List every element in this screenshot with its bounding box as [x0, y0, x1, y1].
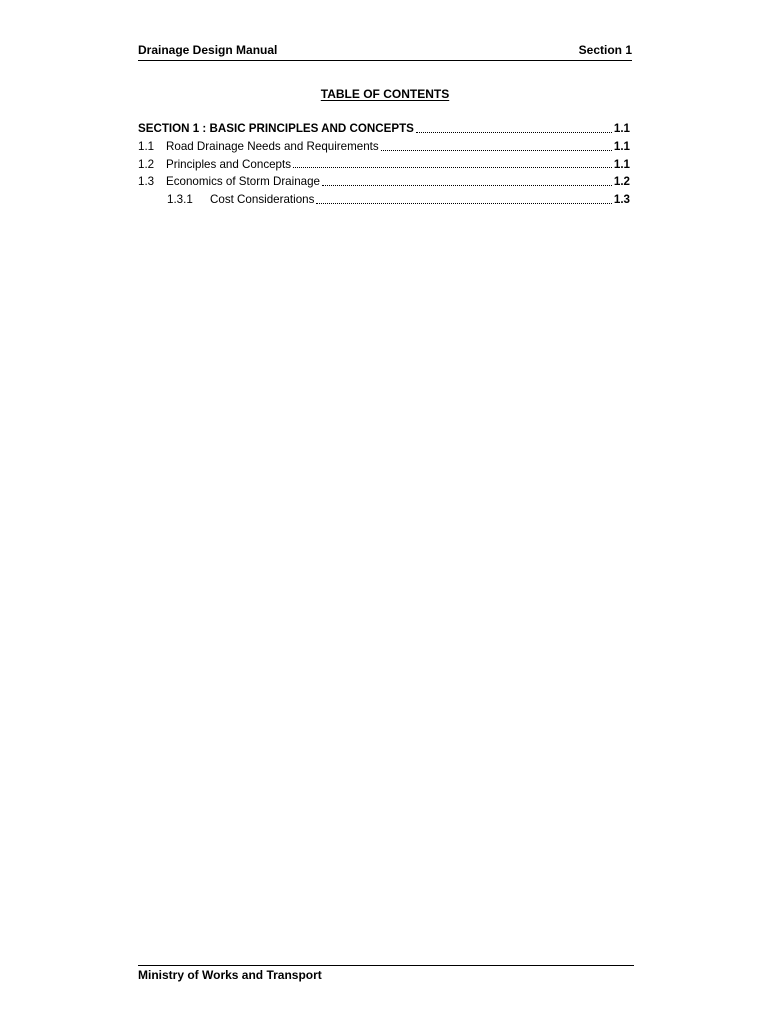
toc-dot-leader — [293, 163, 612, 168]
header-document-title: Drainage Design Manual — [138, 43, 278, 57]
toc-entry-1-3[interactable] — [138, 173, 630, 191]
header-section-label: Section 1 — [578, 43, 632, 57]
toc-entry-page: 1.1 — [613, 157, 630, 171]
toc-entry-page: 1.1 — [613, 139, 630, 153]
toc-entry-title: Economics of Storm Drainage — [166, 175, 321, 189]
toc-entry-1-2[interactable] — [138, 156, 630, 174]
toc-entry-number: 1.3 — [138, 175, 155, 189]
toc-list — [138, 120, 630, 209]
toc-heading — [138, 86, 632, 102]
page-footer — [138, 965, 634, 983]
toc-entry-1-3-1[interactable] — [138, 191, 630, 209]
toc-entry-page: 1.1 — [613, 122, 630, 135]
toc-entry-title: Cost Considerations — [210, 193, 315, 207]
toc-dot-leader — [322, 181, 612, 186]
footer-organization: Ministry of Works and Transport — [138, 968, 322, 982]
toc-entry-title: Principles and Concepts — [166, 157, 292, 171]
toc-entry-section-1[interactable] — [138, 120, 630, 138]
toc-entry-number: 1.1 — [138, 139, 155, 153]
toc-dot-leader — [381, 146, 612, 151]
toc-entry-number: 1.3.1 — [167, 193, 193, 207]
toc-dot-leader — [316, 199, 611, 204]
toc-entry-1-1[interactable] — [138, 138, 630, 156]
toc-entry-page: 1.2 — [613, 175, 630, 189]
toc-entry-title: Road Drainage Needs and Requirements — [166, 139, 379, 153]
toc-dot-leader — [416, 128, 612, 133]
toc-entry-title: SECTION 1 : BASIC PRINCIPLES AND CONCEPTS — [138, 122, 414, 135]
toc-entry-page: 1.3 — [613, 193, 630, 207]
toc-heading-text: TABLE OF CONTENTS — [320, 87, 450, 101]
page-header — [138, 42, 632, 61]
toc-entry-number: 1.2 — [138, 157, 155, 171]
